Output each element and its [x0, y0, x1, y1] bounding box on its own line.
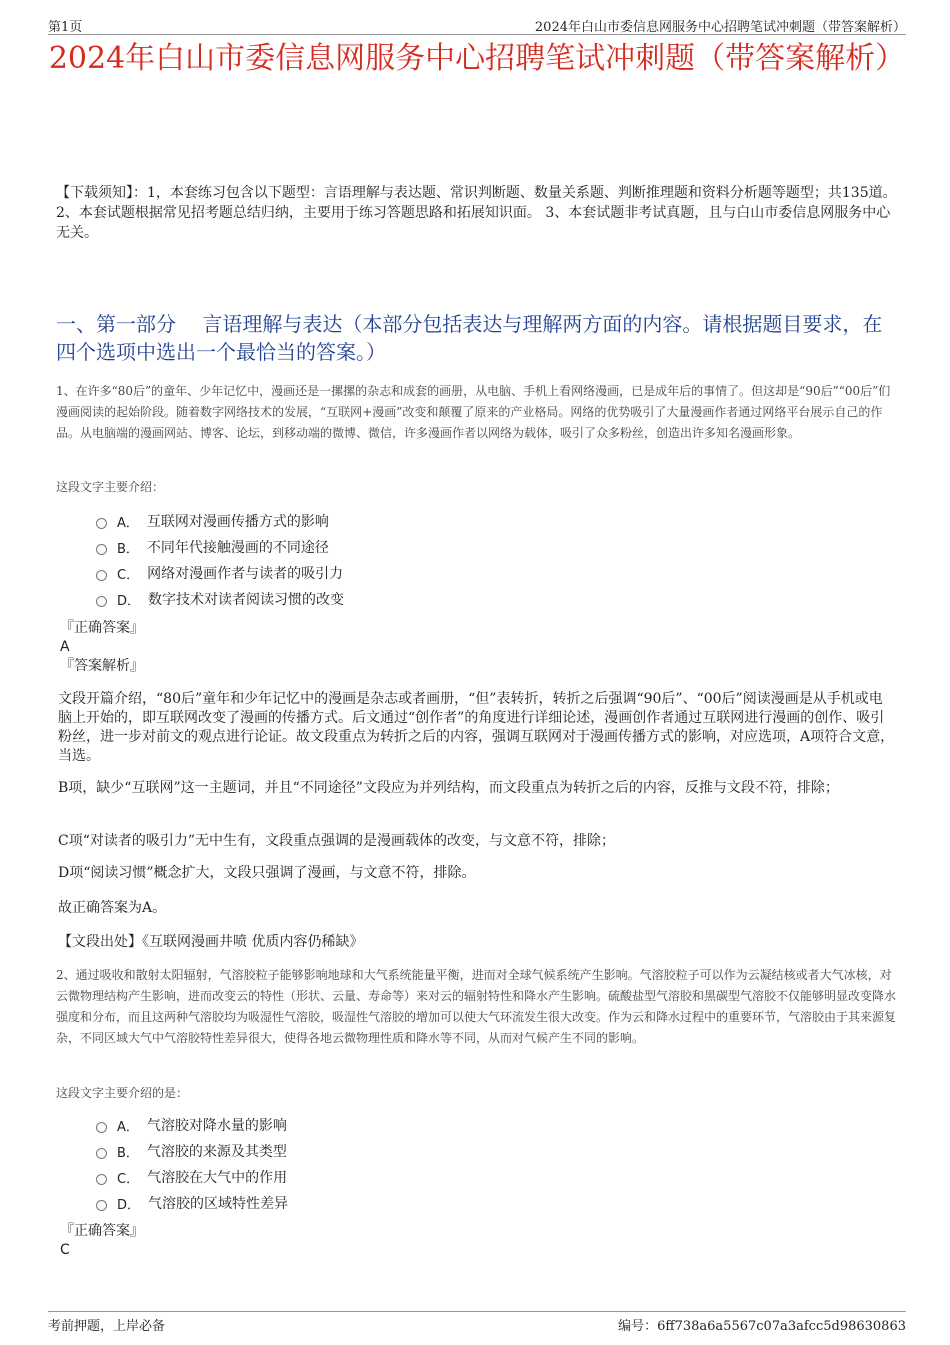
page-footer [48, 1311, 906, 1334]
question-2-prompt: 这段文字主要介绍的是： [56, 1086, 189, 1100]
radio-icon[interactable] [96, 1148, 107, 1159]
footer-serial: 编号：6ff738a6a5567c07a3afcc5d98630863 [618, 1319, 906, 1334]
radio-icon[interactable] [96, 1122, 107, 1133]
analysis-paragraph: C项“对读者的吸引力”无中生有，文段重点强调的是漫画载体的改变，与文意不符，排除； [58, 833, 616, 849]
question-2-option-a[interactable]: A． 气溶胶对降水量的影响 [96, 1112, 288, 1138]
question-2-options [96, 1112, 288, 1216]
radio-icon[interactable] [96, 596, 107, 607]
radio-icon[interactable] [96, 1200, 107, 1211]
download-notice: 【下载须知】：1，本套练习包含以下题型：言语理解与表达题、常识判断题、数量关系题、判断推理题和资料分析题等题型；共135道。 2、本套试题根据常见招考题总结归纳，主要用于练习答题思路和拓展知识面。 3、本套试题非考试真题，且与白山市委信息网服务中心无关。 [56, 185, 897, 241]
radio-icon[interactable] [96, 544, 107, 555]
question-2-option-b[interactable]: B． 气溶胶的来源及其类型 [96, 1138, 288, 1164]
correct-answer-value: C [60, 1242, 70, 1258]
analysis-label: 『答案解析』 [60, 658, 144, 674]
question-1-source: 【文段出处】《互联网漫画井喷 优质内容仍稀缺》 [58, 934, 364, 950]
question-1-option-b[interactable]: B． 不同年代接触漫画的不同途径 [96, 534, 344, 560]
question-1-option-d[interactable]: D． 数字技术对读者阅读习惯的改变 [96, 586, 344, 612]
question-2-option-c[interactable]: C． 气溶胶在大气中的作用 [96, 1164, 288, 1190]
page-number: 第1页 [48, 20, 83, 35]
analysis-paragraph: B项，缺少“互联网”这一主题词，并且“不同途径”文段应为并列结构，而文段重点为转折之后的内容，反推与文段不符，排除； [58, 780, 839, 796]
document-title: 2024年白山市委信息网服务中心招聘笔试冲刺题（带答案解析） [48, 41, 906, 76]
question-1-option-a[interactable]: A． 互联网对漫画传播方式的影响 [96, 508, 344, 534]
page-header [48, 14, 906, 35]
footer-slogan: 考前押题，上岸必备 [48, 1319, 166, 1334]
analysis-conclusion: 故正确答案为A。 [58, 900, 167, 916]
header-doc-title: 2024年白山市委信息网服务中心招聘笔试冲刺题（带答案解析） [534, 20, 906, 35]
radio-icon[interactable] [96, 518, 107, 529]
section-heading: 一、第一部分 言语理解与表达（本部分包括表达与理解两方面的内容。请根据题目要求，在四个选项中选出一个最恰当的答案。） [56, 312, 883, 364]
correct-answer-label: 『正确答案』 [60, 620, 144, 636]
correct-answer-value: A [60, 639, 70, 655]
question-1-options [96, 508, 344, 612]
analysis-paragraph: 文段开篇介绍，“80后”童年和少年记忆中的漫画是杂志或者画册，“但”表转折，转折之后强调“90后”、“00后”阅读漫画是从手机或电脑上开始的，即互联网改变了漫画的传播方式。后文通过“创作者”的角度进行详细论述，漫画创作者通过互联网进行漫画的创作、吸引粉丝，进一步对前文的观点进行论证。故文段重点为转折之后的内容，强调互联网对于漫画传播方式的影响，对应选项，A项符合文意，当选。 [58, 691, 895, 764]
radio-icon[interactable] [96, 570, 107, 581]
question-1-stem: 1、在许多“80后”的童年、少年记忆中，漫画还是一摞摞的杂志和成套的画册，从电脑、手机上看网络漫画，已是成年后的事情了。但这却是“90后”“00后”们漫画阅读的起始阶段。随着数字网络技术的发展，“互联网+漫画”改变和颠覆了原来的产业格局。网络的优势吸引了大量漫画作者通过网络平台展示自己的作品。从电脑端的漫画网站、博客、论坛，到移动端的微博、微信，许多漫画作者以网络为载体，吸引了众多粉丝，创造出许多知名漫画形象。 [56, 384, 891, 440]
radio-icon[interactable] [96, 1174, 107, 1185]
question-2-stem: 2、通过吸收和散射太阳辐射，气溶胶粒子能够影响地球和大气系统能量平衡，进而对全球气候系统产生影响。气溶胶粒子可以作为云凝结核或者大气冰核，对云微物理结构产生影响，进而改变云的特性（形状、云量、寿命等）来对云的辐射特性和降水产生影响。硫酸盐型气溶胶和黑碳型气溶胶不仅能够明显改变降水强度和分布，而且这两种气溶胶均为吸湿性气溶胶，吸湿性气溶胶的增加可以使大气环流发生很大改变。作为云和降水过程中的重要环节，气溶胶由于其来源复杂，不同区域大气中气溶胶特性差异很大，使得各地云微物理性质和降水等不同，从而对气候产生不同的影响。 [56, 968, 897, 1045]
question-1-option-c[interactable]: C． 网络对漫画作者与读者的吸引力 [96, 560, 344, 586]
correct-answer-label: 『正确答案』 [60, 1223, 144, 1239]
question-1-answer [60, 619, 144, 676]
question-1-prompt: 这段文字主要介绍： [56, 480, 165, 494]
question-2-option-d[interactable]: D． 气溶胶的区域特性差异 [96, 1190, 288, 1216]
analysis-paragraph: D项“阅读习惯”概念扩大，文段只强调了漫画，与文意不符，排除。 [58, 865, 476, 881]
question-2-answer [60, 1222, 144, 1260]
